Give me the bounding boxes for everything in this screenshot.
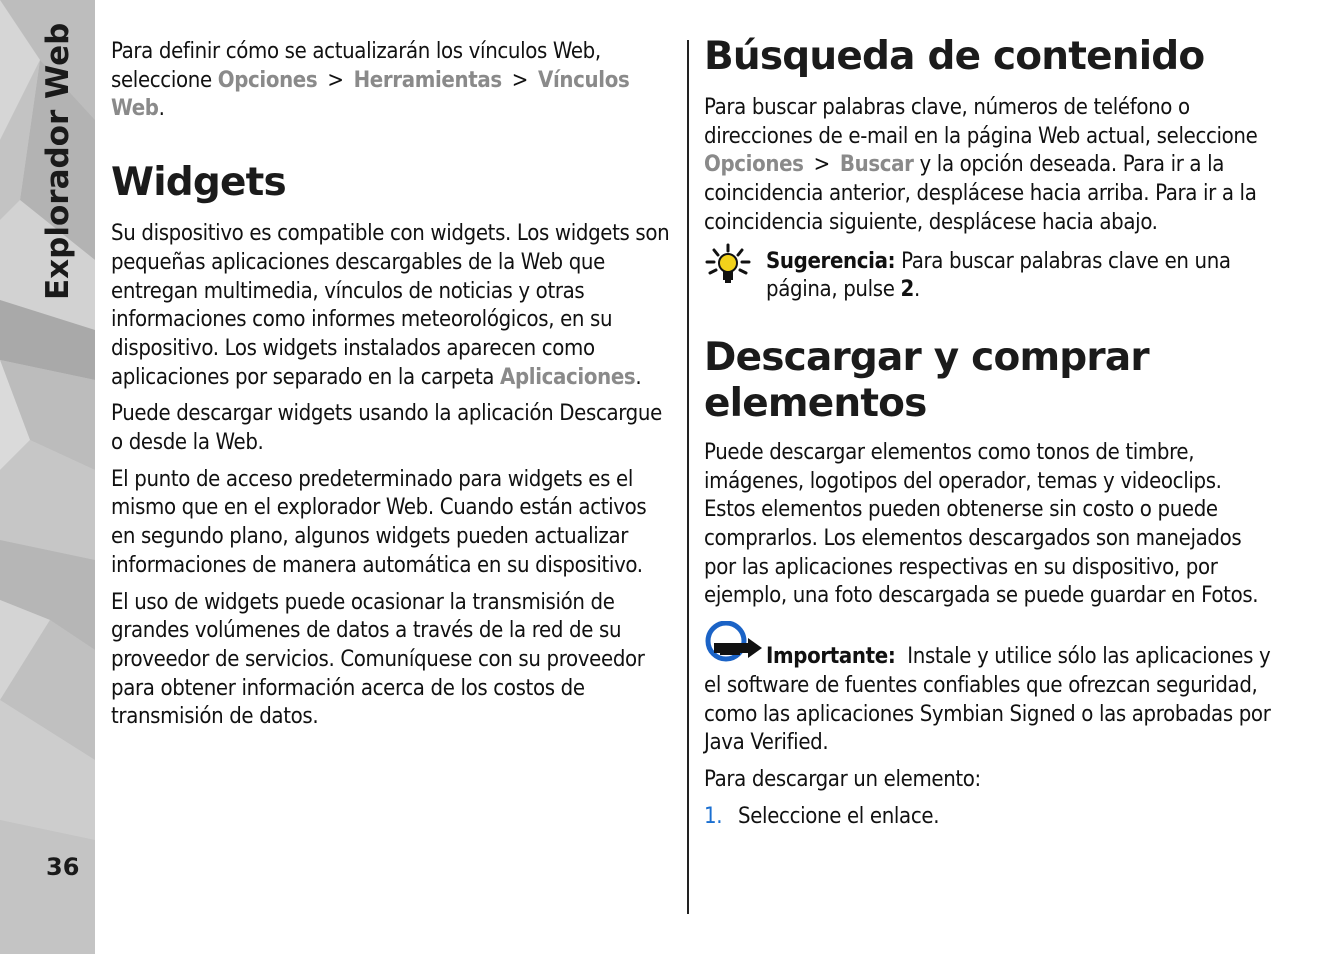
section-title: Explorador Web [40,22,76,300]
menu-item-aplicaciones: Aplicaciones [500,364,636,390]
busqueda-p-end: y la opción deseada. Para ir a la coincidencia anterior, desplácese hacia arriba. Para ir a la coincidencia siguiente, desplácese hacia abajo. [704,152,1257,235]
menu-item-buscar: Buscar [839,152,914,178]
list-item [704,803,1274,832]
column-divider [687,40,689,914]
important-text [704,629,1274,758]
important-note [704,629,1274,758]
intro-paragraph [111,38,676,124]
step-number: 1. [704,803,723,829]
widgets-paragraph-4: El uso de widgets puede ocasionar la transmisión de grandes volúmenes de datos a través de la red de su proveedor de servicios. Comuníquese con su proveedor para obtener información acerca de los costos de transmisión de datos. [111,589,645,730]
busqueda-heading: Búsqueda de contenido [704,34,1205,79]
important-label: Importante: [766,644,896,670]
right-column [704,34,1274,831]
tip-box [704,248,1274,305]
steps-list [704,803,1274,832]
intro-text: Para definir cómo se actualizarán los vínculos Web, seleccione [111,39,601,93]
page-number: 36 [46,853,80,881]
widgets-p1-text: Su dispositivo es compatible con widgets. Los widgets son pequeñas aplicaciones descargables de la Web que entregan multimedia, vínculos de noticias y otras informaciones como informes meteorológicos, en su dispositivo. Los widgets instalados aparecen como aplicaciones por separado en la carpeta [111,221,670,390]
widgets-p1-end: . [635,364,642,390]
widgets-paragraph-1 [111,220,676,392]
descargar-paragraph-2: Para descargar un elemento: [704,766,981,792]
lightbulb-icon [704,242,766,295]
menu-item-opciones: Opciones [217,67,318,93]
menu-item-herramientas: Herramientas [353,67,502,93]
tip-body: Para buscar palabras clave en una página, pulse [766,248,1231,303]
menu-separator: > [327,67,344,93]
widgets-paragraph-2: Puede descargar widgets usando la aplicación Descargue o desde la Web. [111,401,662,456]
descargar-heading: Descargar y comprar elementos [704,334,1149,426]
tip-key: 2 [900,277,914,303]
busqueda-paragraph [704,94,1274,238]
menu-item-vinculos-web: Vínculos Web [111,67,630,122]
tip-label: Sugerencia: [766,248,896,274]
widgets-paragraph-3: El punto de acceso predeterminado para widgets es el mismo que en el explorador Web. Cuando están activos en segundo plano, algunos widgets pueden actualizar informaciones de manera automática en su dispositivo. [111,466,647,578]
intro-end: . [158,96,165,122]
menu-separator: > [511,67,529,93]
widgets-heading: Widgets [111,160,286,206]
tip-text [766,248,1274,305]
warning-hand-icon [704,621,766,663]
important-body: Instale y utilice sólo las aplicaciones y el software de fuentes confiables que ofrezcan seguridad, como las aplicaciones Symbian Signed o las aprobadas por Java Verified. [704,644,1271,756]
tip-end: . [913,277,920,303]
menu-item-opciones: Opciones [704,152,804,178]
step-text: Seleccione el enlace. [738,803,940,829]
left-column [111,38,676,740]
descargar-paragraph-1: Puede descargar elementos como tonos de timbre, imágenes, logotipos del operador, temas y videoclips. Estos elementos pueden obtenerse sin costo o puede comprarlos. Los elementos descargados son manejados por las aplicaciones respectivas en su dispositivo, por ejemplo, una foto descargada se puede guardar en Fotos. [704,439,1259,609]
menu-separator: > [813,152,830,178]
busqueda-p-start: Para buscar palabras clave, números de teléfono o direcciones de e-mail en la página Web actual, seleccione [704,95,1258,149]
